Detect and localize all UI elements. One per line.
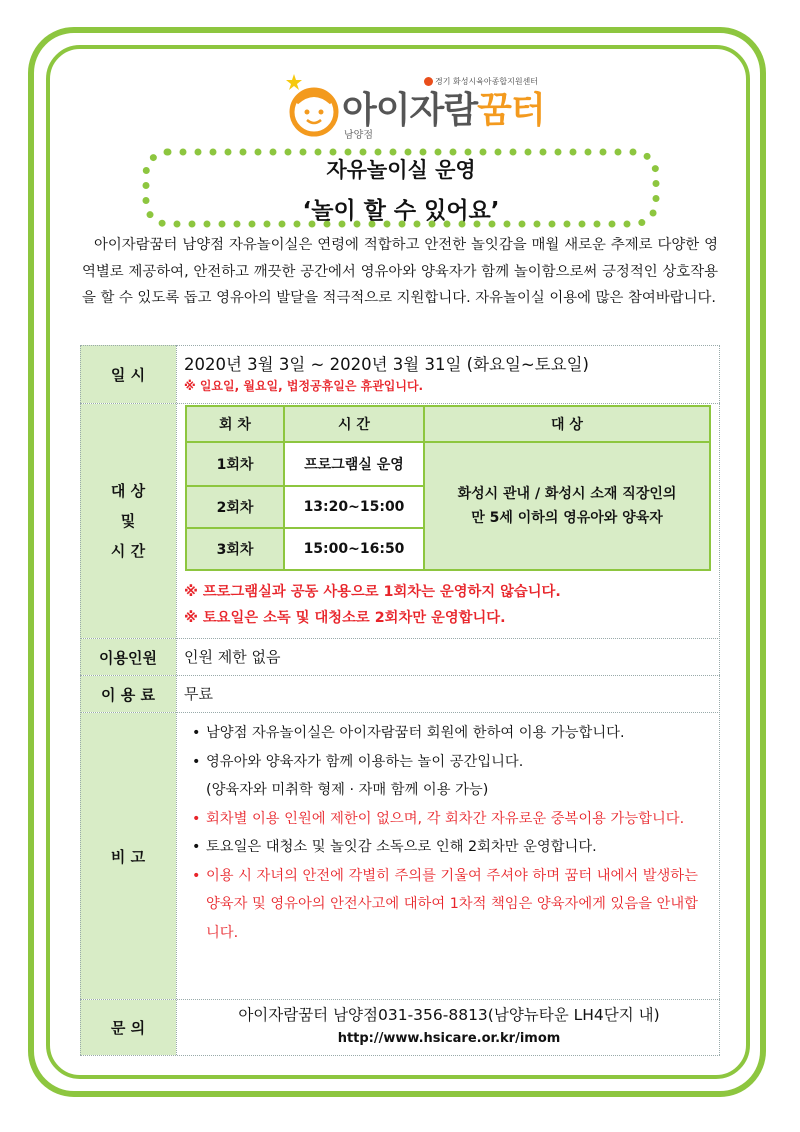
closed-note: ※ 일요일, 월요일, 법정공휴일은 휴관입니다. xyxy=(184,379,424,393)
header-round: 회 차 xyxy=(187,407,285,443)
date-range: 2020년 3월 3일 ~ 2020년 3월 31일 (화요일~토요일) xyxy=(184,355,589,374)
remark-3: • 회차별 이용 인원에 제한이 없으며, 각 회차간 자유로운 중복이용 가능합니다. xyxy=(192,805,710,834)
page-title: 자유놀이실 운영 xyxy=(326,158,476,182)
remark-4: • 토요일은 대청소 및 놀잇감 소독으로 인해 2회차만 운영합니다. xyxy=(192,833,710,862)
info-table xyxy=(80,345,720,1055)
target-desc: 화성시 관내 / 화성시 소재 직장인의 만 5세 이하의 영유아와 양육자 xyxy=(425,443,709,569)
title-box xyxy=(142,148,660,228)
round-1: 1회차 xyxy=(187,443,285,487)
time-2: 13:20~15:00 xyxy=(285,487,425,529)
round-3: 3회차 xyxy=(187,529,285,569)
remarks-list xyxy=(192,719,710,947)
session-table xyxy=(185,405,711,571)
time-1: 프로그램실 운영 xyxy=(285,443,425,487)
round-2: 2회차 xyxy=(187,487,285,529)
date-cell xyxy=(184,351,714,394)
intro-paragraph: 아이자람꿈터 남양점 자유놀이실은 연령에 적합하고 안전한 놀잇감을 매월 새로운 추제로 다양한 영역별로 제공하여, 안전하고 깨끗한 공간에서 영유아와 양육자가 함께 놀이함으로써 긍정적인 상호작용을 할 수 있도록 돕고 영유아의 발달을 적극적으로 지원합니다. 자유놀이실 이용에 많은 참여바랍니다. xyxy=(82,237,718,306)
logo xyxy=(282,72,545,144)
label-capacity: 이용인원 xyxy=(80,639,176,675)
logo-text: 아이자람꿈터 xyxy=(342,90,545,131)
label-remarks: 비 고 xyxy=(80,713,176,999)
time-3: 15:00~16:50 xyxy=(285,529,425,569)
label-fee: 이 용 료 xyxy=(80,676,176,712)
page-subtitle: ‘놀이 할 수 있어요’ xyxy=(302,198,500,224)
remark-2: • 영유아와 양육자가 함께 이용하는 놀이 공간입니다. (양육자와 미취학 형제 · 자매 함께 이용 가능) xyxy=(192,748,710,805)
logo-branch: 남양점 xyxy=(344,130,373,141)
remark-1: • 남양점 자유놀이실은 아이자람꿈터 회원에 한하여 이용 가능합니다. xyxy=(192,719,710,748)
contact-phone: 아이자람꿈터 남양점031-356-8813(남양뉴타운 LH4단지 내) xyxy=(238,1006,660,1024)
label-date: 일 시 xyxy=(80,345,176,403)
header-target: 대 상 xyxy=(425,407,709,443)
contact-url[interactable]: http://www.hsicare.or.kr/imom xyxy=(337,1031,561,1046)
header-time: 시 간 xyxy=(285,407,425,443)
fee-value: 무료 xyxy=(184,685,213,703)
capacity-value: 인원 제한 없음 xyxy=(184,648,281,666)
label-target: 대 상 및 시 간 xyxy=(80,404,176,638)
child-face-icon xyxy=(282,72,346,144)
center-name: 경기 화성시육아종합지원센터 xyxy=(424,76,538,87)
remark-5: • 이용 시 자녀의 안전에 각별히 주의를 기울여 주셔야 하며 꿈터 내에서 발생하는 양육자 및 영유아의 안전사고에 대하여 1차적 책임은 양육자에게 있음을 안내합니다. xyxy=(192,862,710,948)
session-notes: ※ 프로그램실과 공동 사용으로 1회차는 운영하지 않습니다. ※ 토요일은 소독 및 대청소로 2회차만 운영합니다. xyxy=(184,584,561,626)
contact-cell xyxy=(184,1003,714,1046)
label-contact: 문 의 xyxy=(80,1000,176,1055)
